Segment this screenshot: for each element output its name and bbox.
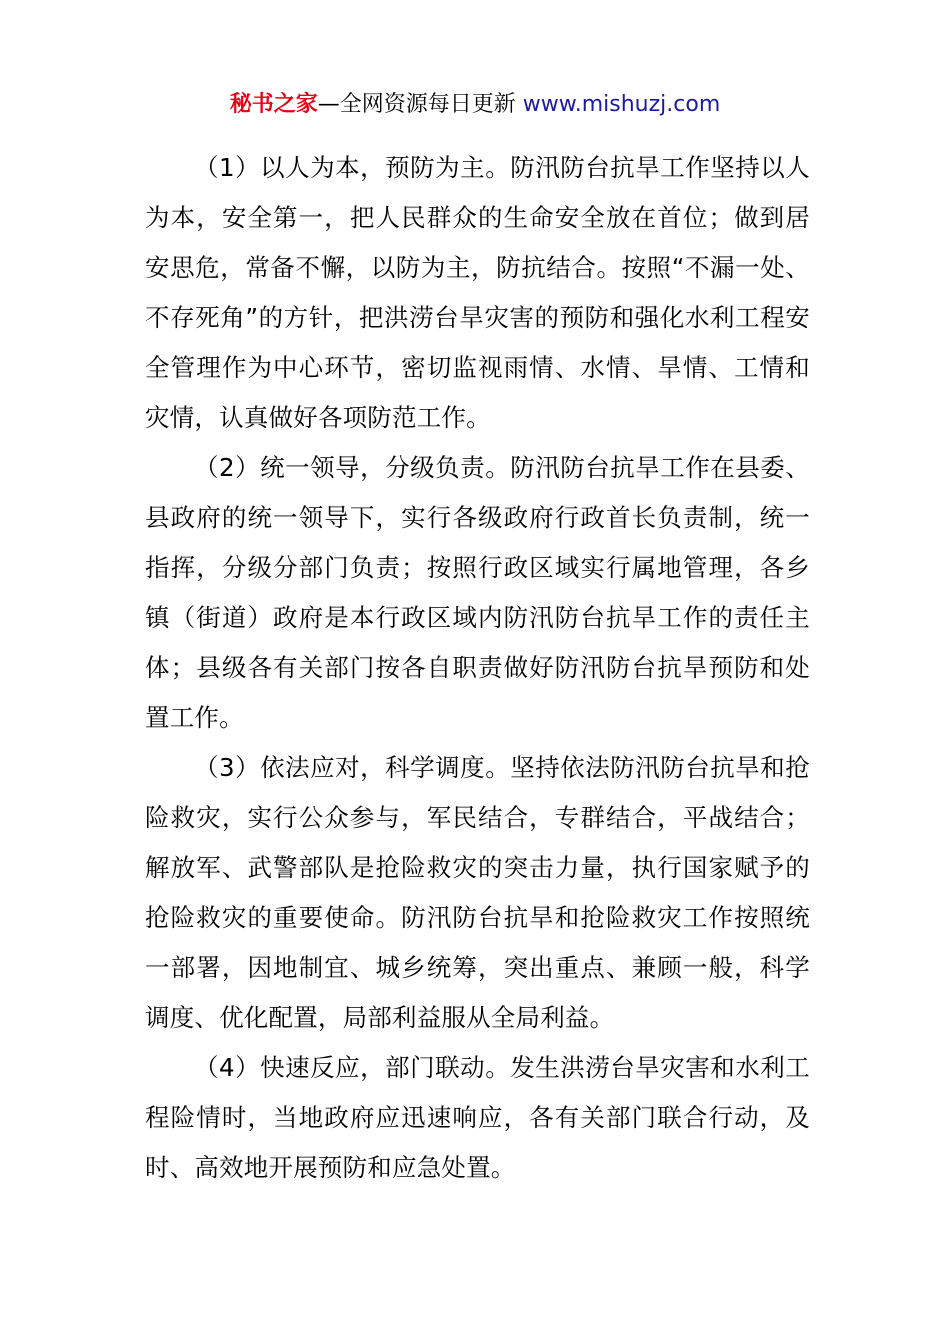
header-tagline: —全网资源每日更新	[317, 92, 523, 117]
paragraph-principle-1: （1）以人为本，预防为主。防汛防台抗旱工作坚持以人为本，安全第一，把人民群众的生命安全放在首位；做到居安思危，常备不懈，以防为主，防抗结合。按照“不漏一处、不存死角”的方针，把洪涝台旱灾害的预防和强化水利工程安全管理作为中心环节，密切监视雨情、水情、旱情、工情和灾情，认真做好各项防范工作。	[145, 153, 810, 432]
paragraph-principle-3: （3）依法应对，科学调度。坚持依法防汛防台抗旱和抢险救灾，实行公众参与，军民结合，专群结合，平战结合；解放军、武警部队是抢险救灾的突击力量，执行国家赋予的抢险救灾的重要使命。防汛防台抗旱和抢险救灾工作按照统一部署，因地制宜、城乡统筹，突出重点、兼顾一般，科学调度、优化配置，局部利益服从全局利益。	[145, 753, 810, 1032]
site-url[interactable]: www.mishuzj.com	[522, 92, 721, 117]
paragraph-principle-2: （2）统一领导，分级负责。防汛防台抗旱工作在县委、县政府的统一领导下，实行各级政府行政首长负责制，统一指挥，分级分部门负责；按照行政区域实行属地管理，各乡镇（街道）政府是本行政区域内防汛防台抗旱工作的责任主体；县级各有关部门按各自职责做好防汛防台抗旱预防和处置工作。	[145, 453, 810, 732]
document-body	[145, 143, 810, 1193]
page-header	[0, 88, 950, 122]
brand-name: 秘书之家	[229, 92, 318, 117]
paragraph-principle-4: （4）快速反应，部门联动。发生洪涝台旱灾害和水利工程险情时，当地政府应迅速响应，各有关部门联合行动，及时、高效地开展预防和应急处置。	[145, 1053, 810, 1182]
